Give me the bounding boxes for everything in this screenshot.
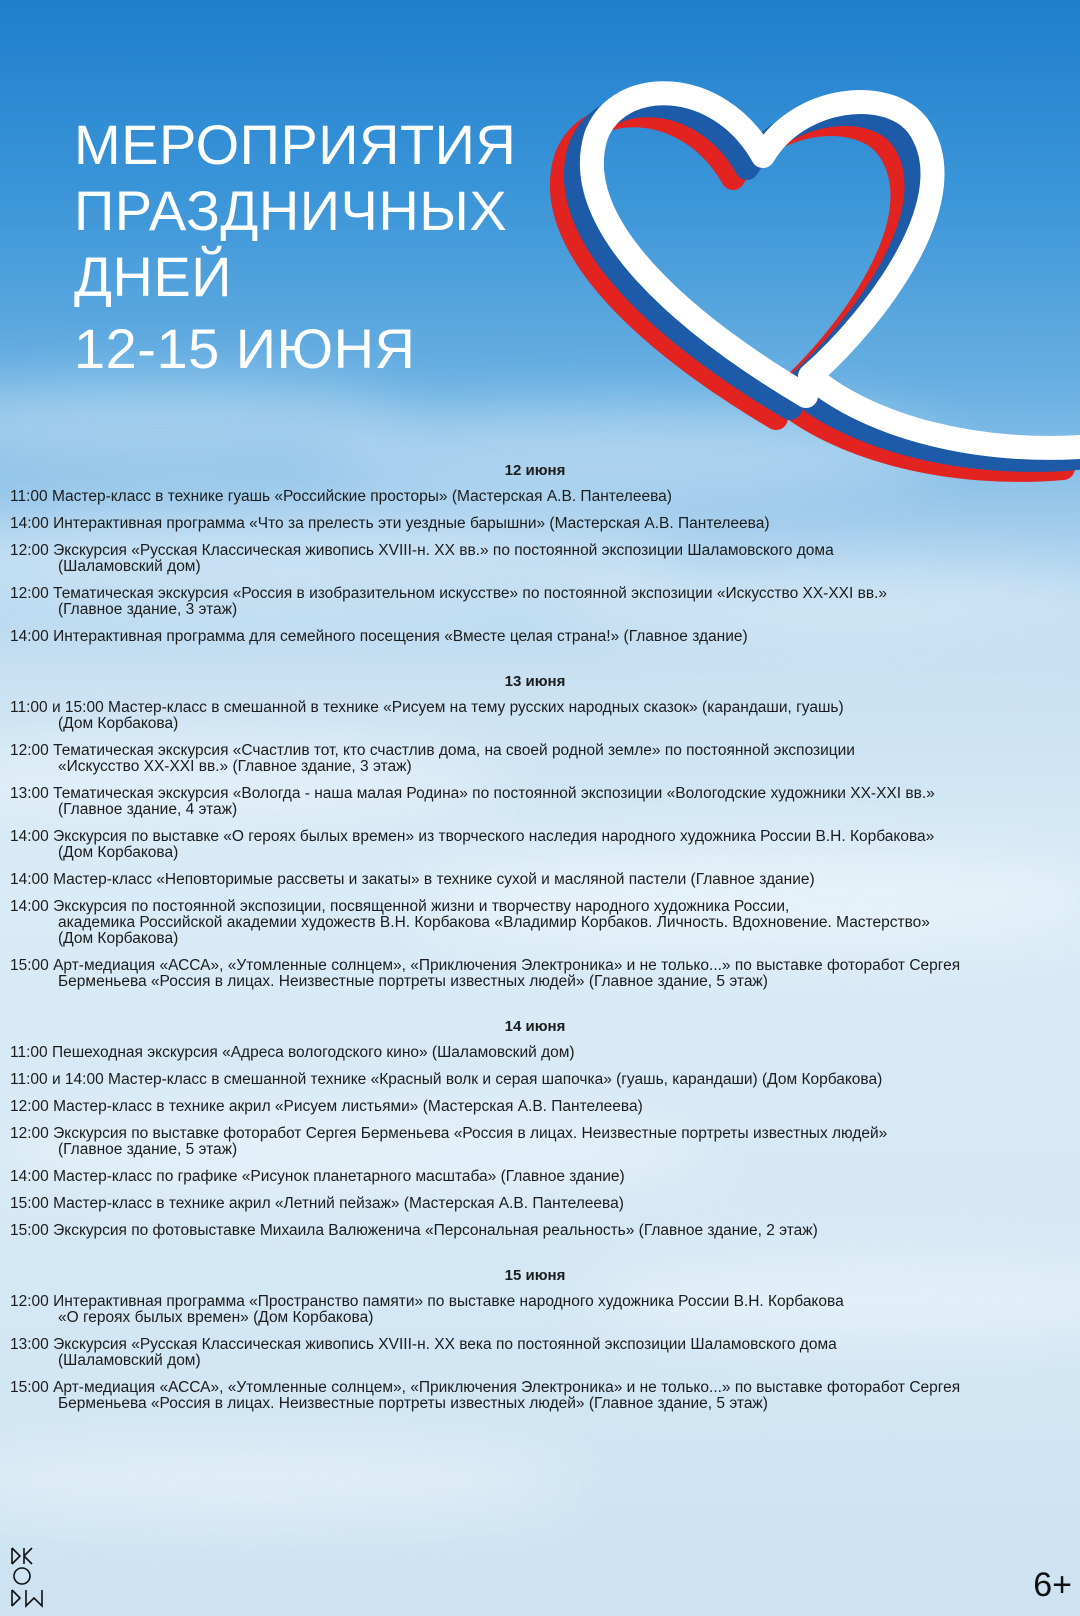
event-line: 14:00 Экскурсия по постоянной экспозиции, посвященной жизни и творчеству народного художника России, — [10, 898, 790, 915]
event-continuation-line: академика Российской академии художеств В.Н. Корбакова «Владимир Корбаков. Личность. Вдохновение. Мастерство» — [58, 914, 930, 931]
event-line: 11:00 Мастер-класс в технике гуашь «Российские просторы» (Мастерская А.В. Пантелеева) — [10, 488, 672, 505]
flag-ribbon-heart-icon — [540, 70, 1080, 485]
event-line: 14:00 Мастер-класс по графике «Рисунок планетарного масштаба» (Главное здание) — [10, 1168, 625, 1185]
event-line: 15:00 Арт-медиация «АССА», «Утомленные солнцем», «Приключения Электроника» и не только...» по выставке фоторабот Сергея — [10, 1379, 961, 1396]
schedule-event — [10, 899, 1060, 947]
event-line: 12:00 Мастер-класс в технике акрил «Рисуем листьями» (Мастерская А.В. Пантелеева) — [10, 1098, 643, 1115]
event-continuation-line: «О героях былых времен» (Дом Корбакова) — [58, 1309, 374, 1326]
event-line: 12:00 Тематическая экскурсия «Счастлив тот, кто счастлив дома, на своей родной земле» по постоянной экспозиции — [10, 742, 855, 759]
event-continuation-line: Берменьева «Россия в лицах. Неизвестные портреты известных людей» (Главное здание, 5 этаж) — [58, 973, 768, 990]
event-line: 14:00 Мастер-класс «Неповторимые рассветы и закаты» в технике сухой и масляной пастели (Главное здание) — [10, 871, 815, 888]
schedule — [10, 463, 1060, 1423]
day-spacer — [10, 656, 1060, 674]
poster-title — [74, 112, 516, 382]
event-line: 15:00 Мастер-класс в технике акрил «Летний пейзаж» (Мастерская А.В. Пантелеева) — [10, 1195, 624, 1212]
event-line: 12:00 Экскурсия по выставке фоторабот Сергея Берменьева «Россия в лицах. Неизвестные портреты известных людей» — [10, 1125, 888, 1142]
event-continuation-line: Берменьева «Россия в лицах. Неизвестные портреты известных людей» (Главное здание, 5 этаж) — [58, 1395, 768, 1412]
event-line: 11:00 и 14:00 Мастер-класс в смешанной технике «Красный волк и серая шапочка» (гуашь, карандаши) (Дом Корбакова) — [10, 1071, 883, 1088]
schedule-event — [10, 700, 1060, 732]
schedule-event — [10, 1337, 1060, 1369]
event-continuation-line: «Искусство XX-XXI вв.» (Главное здание, 3 этаж) — [58, 758, 412, 775]
schedule-event — [10, 586, 1060, 618]
schedule-event — [10, 629, 1060, 645]
event-line: 14:00 Интерактивная программа для семейного посещения «Вместе целая страна!» (Главное здание) — [10, 628, 748, 645]
schedule-event — [10, 786, 1060, 818]
event-line: 11:00 Пешеходная экскурсия «Адреса вологодского кино» (Шаламовский дом) — [10, 1044, 575, 1061]
schedule-event — [10, 1196, 1060, 1212]
schedule-event — [10, 1169, 1060, 1185]
schedule-event — [10, 516, 1060, 532]
schedule-event — [10, 829, 1060, 861]
event-continuation-line: (Дом Корбакова) — [58, 930, 179, 947]
day-spacer — [10, 1001, 1060, 1019]
schedule-event — [10, 743, 1060, 775]
day-heading: 13 июня — [504, 673, 566, 690]
schedule-event — [10, 543, 1060, 575]
title-dates: 12-15 ИЮНЯ — [74, 317, 416, 380]
event-line: 12:00 Интерактивная программа «Пространство памяти» по выставке народного художника России В.Н. Корбакова — [10, 1293, 844, 1310]
museum-logo-icon — [8, 1544, 52, 1610]
event-continuation-line: (Шаламовский дом) — [58, 558, 201, 575]
event-line: 12:00 Тематическая экскурсия «Россия в изобразительном искусстве» по постоянной экспозиции «Искусство XX-XXI вв.» — [10, 585, 888, 602]
age-rating: 6+ — [1033, 1566, 1072, 1604]
event-line: 13:00 Тематическая экскурсия «Вологда - наша малая Родина» по постоянной экспозиции «Вологодские художники XX-XXI вв.» — [10, 785, 935, 802]
event-line: 14:00 Экскурсия по выставке «О героях былых времен» из творческого наследия народного художника России В.Н. Корбакова» — [10, 828, 935, 845]
schedule-event — [10, 872, 1060, 888]
title-line-2: ПРАЗДНИЧНЫХ — [74, 179, 508, 242]
event-line: 15:00 Экскурсия по фотовыставке Михаила Валюженича «Персональная реальность» (Главное здание, 2 этаж) — [10, 1222, 818, 1239]
schedule-event — [10, 1072, 1060, 1088]
schedule-event — [10, 1045, 1060, 1061]
schedule-event — [10, 1099, 1060, 1115]
title-line-3: ДНЕЙ — [74, 245, 232, 308]
day-heading: 12 июня — [504, 462, 566, 479]
event-continuation-line: (Дом Корбакова) — [58, 715, 179, 732]
schedule-event — [10, 489, 1060, 505]
schedule-event — [10, 1294, 1060, 1326]
event-line: 15:00 Арт-медиация «АССА», «Утомленные солнцем», «Приключения Электроника» и не только...» по выставке фоторабот Сергея — [10, 957, 961, 974]
event-line: 11:00 и 15:00 Мастер-класс в смешанной в технике «Рисуем на тему русских народных сказок» (карандаши, гуашь) — [10, 699, 844, 716]
schedule-event — [10, 1223, 1060, 1239]
event-line: 13:00 Экскурсия «Русская Классическая живопись XVIII-н. XX века по постоянной экспозиции Шаламовского дома — [10, 1336, 837, 1353]
event-continuation-line: (Дом Корбакова) — [58, 844, 179, 861]
event-line: 14:00 Интерактивная программа «Что за прелесть эти уездные барышни» (Мастерская А.В. Пантелеева) — [10, 515, 770, 532]
schedule-event — [10, 1380, 1060, 1412]
schedule-event — [10, 958, 1060, 990]
event-continuation-line: (Шаламовский дом) — [58, 1352, 201, 1369]
event-continuation-line: (Главное здание, 5 этаж) — [58, 1141, 238, 1158]
event-line: 12:00 Экскурсия «Русская Классическая живопись XVIII-н. XX вв.» по постоянной экспозиции Шаламовского дома — [10, 542, 834, 559]
day-spacer — [10, 1250, 1060, 1268]
event-continuation-line: (Главное здание, 3 этаж) — [58, 601, 238, 618]
day-heading: 15 июня — [504, 1267, 566, 1284]
title-line-1: МЕРОПРИЯТИЯ — [74, 113, 517, 176]
event-continuation-line: (Главное здание, 4 этаж) — [58, 801, 238, 818]
schedule-event — [10, 1126, 1060, 1158]
day-heading: 14 июня — [504, 1018, 566, 1035]
